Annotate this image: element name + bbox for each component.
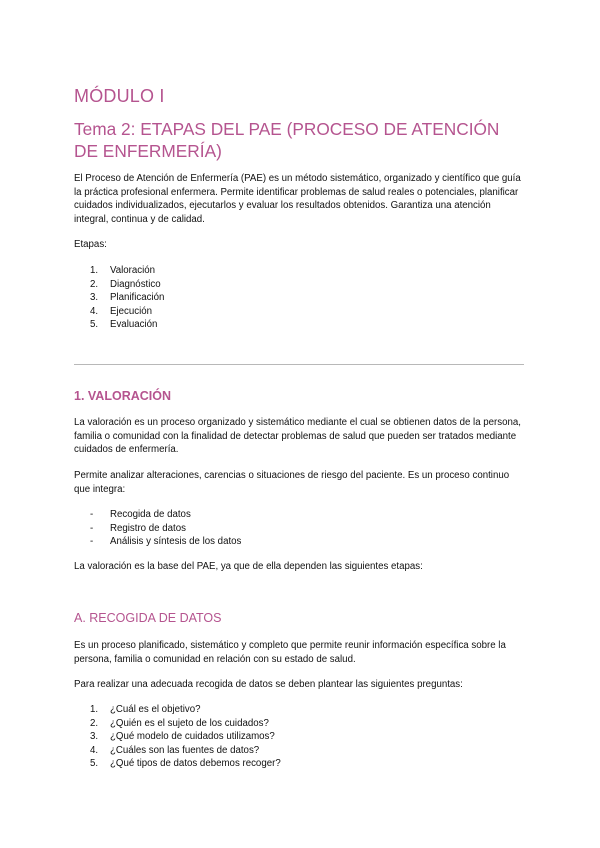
- list-item: 5. Evaluación: [90, 319, 158, 331]
- list-item: - Registro de datos: [90, 522, 186, 534]
- valoracion-paragraph-1: La valoración es un proceso organizado y sistemático mediante el cual se obtienen datos de la persona, familia o comunidad con la finalidad de detectar problemas de salud que pueden ser tratados mediante cuidados de enfermería.: [74, 417, 521, 456]
- list-item: 3. Planificación: [90, 292, 165, 304]
- list-item: 1. ¿Cuál es el objetivo?: [90, 704, 201, 715]
- topic-title: Tema 2: ETAPAS DEL PAE (PROCESO DE ATENCIÓN DE ENFERMERÍA): [74, 119, 500, 161]
- list-item: 4. ¿Cuáles son las fuentes de datos?: [90, 744, 260, 756]
- list-item: 4. Ejecución: [90, 305, 153, 317]
- list-item: 1. Valoración: [90, 265, 156, 276]
- valoracion-paragraph-3: La valoración es la base del PAE, ya que de ella dependen las siguientes etapas:: [74, 561, 423, 572]
- list-item: 2. ¿Quién es el sujeto de los cuidados?: [90, 717, 269, 729]
- section-heading-valoracion: 1. VALORACIÓN: [74, 389, 171, 403]
- section-heading-recogida: A. RECOGIDA DE DATOS: [74, 611, 222, 625]
- list-item: - Análisis y síntesis de los datos: [90, 536, 242, 548]
- recogida-paragraph-1: Es un proceso planificado, sistemático y completo que permite reunir información específica sobre la persona, familia o comunidad en relación con su estado de salud.: [74, 640, 506, 665]
- valoracion-paragraph-2: Permite analizar alteraciones, carencias o situaciones de riesgo del paciente. Es un proceso continuo que integra:: [74, 470, 510, 495]
- intro-paragraph: El Proceso de Atención de Enfermería (PAE) es un método sistemático, organizado y científico que guía la práctica profesional enfermera. Permite identificar problemas de salud reales o potenciales, planificar cuidados individualizados, ejecutarlos y evaluar los resultados obtenidos. Garantiza una atención integral, continua y de calidad.: [74, 173, 521, 226]
- horizontal-divider: [74, 364, 524, 365]
- stages-label: Etapas:: [74, 239, 107, 250]
- list-item: - Recogida de datos: [90, 509, 191, 520]
- list-item: 3. ¿Qué modelo de cuidados utilizamos?: [90, 731, 275, 743]
- recogida-paragraph-2: Para realizar una adecuada recogida de datos se deben plantear las siguientes preguntas:: [74, 679, 463, 690]
- valoracion-bullets: [74, 508, 241, 549]
- questions-list: [74, 703, 281, 771]
- stages-list: [74, 264, 164, 332]
- list-item: 5. ¿Qué tipos de datos debemos recoger?: [90, 758, 281, 770]
- module-title: MÓDULO I: [74, 86, 165, 106]
- list-item: 2. Diagnóstico: [90, 278, 161, 290]
